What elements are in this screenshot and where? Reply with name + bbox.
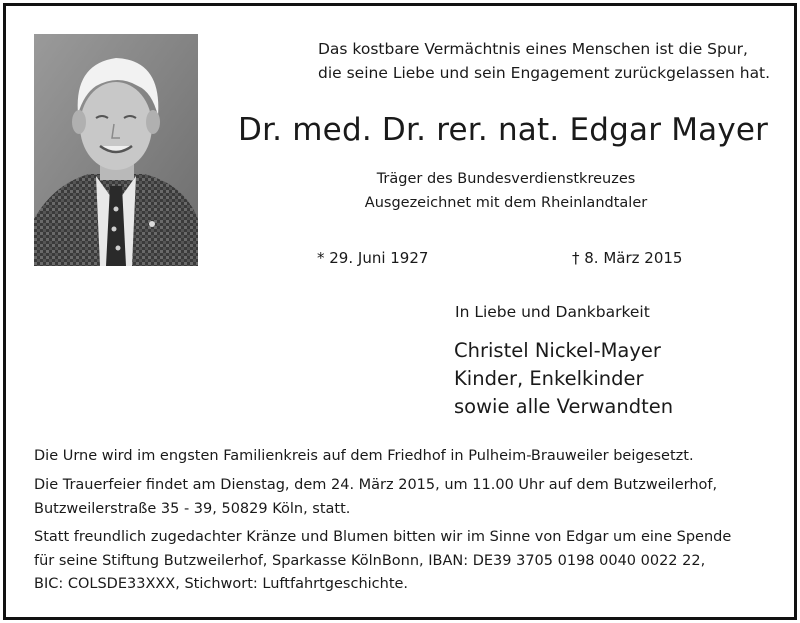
portrait-photo bbox=[34, 34, 198, 266]
mourner-line-3: sowie alle Verwandten bbox=[454, 395, 674, 418]
birth-date: * 29. Juni 1927 bbox=[317, 249, 429, 267]
quote-line-2: die seine Liebe und sein Engagement zurückgelassen hat. bbox=[318, 64, 771, 82]
donation-line-1: Statt freundlich zugedachter Kränze und Blumen bitten wir im Sinne von Edgar um eine Spende bbox=[34, 529, 732, 545]
death-date: † 8. März 2015 bbox=[572, 249, 683, 267]
memorial-quote bbox=[318, 37, 778, 85]
urn-notice bbox=[34, 445, 779, 469]
mourners-intro: In Liebe und Dankbarkeit bbox=[455, 303, 650, 321]
ceremony-notice bbox=[34, 474, 779, 521]
donation-line-3: BIC: COLSDE33XXX, Stichwort: Luftfahrtgeschichte. bbox=[34, 576, 409, 592]
donation-line-2: für seine Stiftung Butzweilerhof, Sparkasse KölnBonn, IBAN: DE39 3705 0198 0040 0022 22, bbox=[34, 552, 706, 569]
honors bbox=[306, 167, 706, 215]
deceased-name: Dr. med. Dr. rer. nat. Edgar Mayer bbox=[238, 112, 769, 148]
mourner-line-2: Kinder, Enkelkinder bbox=[454, 367, 644, 390]
obituary-frame bbox=[3, 3, 797, 620]
ceremony-line-1: Die Trauerfeier findet am Dienstag, dem 24. März 2015, um 11.00 Uhr auf dem Butzweilerhof, bbox=[34, 477, 718, 493]
donation-notice bbox=[34, 526, 779, 597]
honor-line-1: Träger des Bundesverdienstkreuzes bbox=[376, 171, 636, 187]
ceremony-line-2: Butzweilerstraße 35 - 39, 50829 Köln, statt. bbox=[34, 500, 351, 517]
mourners-list bbox=[454, 337, 673, 421]
quote-line-1: Das kostbare Vermächtnis eines Menschen ist die Spur, bbox=[318, 40, 748, 58]
urn-notice-line: Die Urne wird im engsten Familienkreis auf dem Friedhof in Pulheim-Brauweiler beigesetzt. bbox=[34, 448, 694, 464]
mourner-line-1: Christel Nickel-Mayer bbox=[454, 339, 661, 362]
honor-line-2: Ausgezeichnet mit dem Rheinlandtaler bbox=[364, 195, 648, 211]
